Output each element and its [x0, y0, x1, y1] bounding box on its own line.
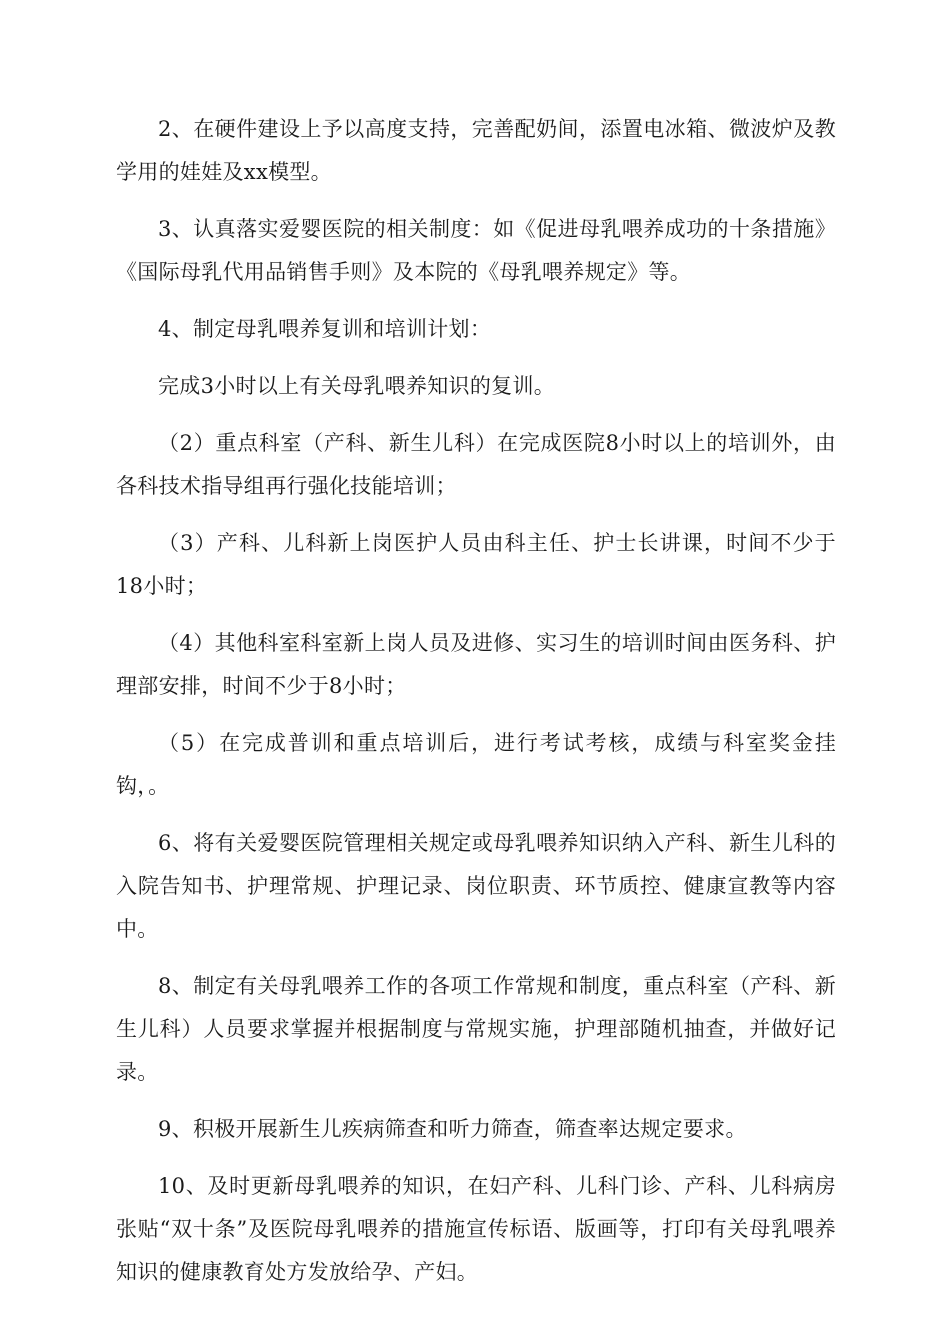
paragraph-subitem-2: （2）重点科室（产科、新生儿科）在完成医院8小时以上的培训外，由各科技术指导组再行强化技能培训；: [116, 431, 836, 498]
paragraph-item-3: 3、认真落实爱婴医院的相关制度：如《促进母乳喂养成功的十条措施》《国际母乳代用品销售手则》及本院的《母乳喂养规定》等。: [116, 217, 836, 284]
paragraph-item-8: 8、制定有关母乳喂养工作的各项工作常规和制度，重点科室（产科、新生儿科）人员要求掌握并根据制度与常规实施，护理部随机抽查，并做好记录。: [116, 974, 836, 1084]
paragraph-item-2: 2、在硬件建设上予以高度支持，完善配奶间，添置电冰箱、微波炉及教学用的娃娃及xx模型。: [116, 117, 836, 184]
paragraph-subitem-3: （3）产科、儿科新上岗医护人员由科主任、护士长讲课，时间不少于18小时；: [116, 531, 836, 598]
paragraph-retraining: 完成3小时以上有关母乳喂养知识的复训。: [158, 374, 556, 398]
paragraph-item-4: 4、制定母乳喂养复训和培训计划：: [158, 317, 492, 341]
paragraph-subitem-4: （4）其他科室科室新上岗人员及进修、实习生的培训时间由医务科、护理部安排，时间不少于8小时；: [116, 631, 836, 698]
paragraph-subitem-5: （5）在完成普训和重点培训后，进行考试考核，成绩与科室奖金挂钩，。: [116, 731, 836, 798]
document-body: [116, 108, 836, 1308]
paragraph-item-10: 10、及时更新母乳喂养的知识，在妇产科、儿科门诊、产科、儿科病房张贴“双十条”及医院母乳喂养的措施宣传标语、版画等，打印有关母乳喂养知识的健康教育处方发放给孕、产妇。: [116, 1174, 836, 1284]
paragraph-item-6: 6、将有关爱婴医院管理相关规定或母乳喂养知识纳入产科、新生儿科的入院告知书、护理常规、护理记录、岗位职责、环节质控、健康宣教等内容中。: [116, 831, 836, 941]
paragraph-item-9: 9、积极开展新生儿疾病筛查和听力筛查，筛查率达规定要求。: [158, 1117, 747, 1141]
